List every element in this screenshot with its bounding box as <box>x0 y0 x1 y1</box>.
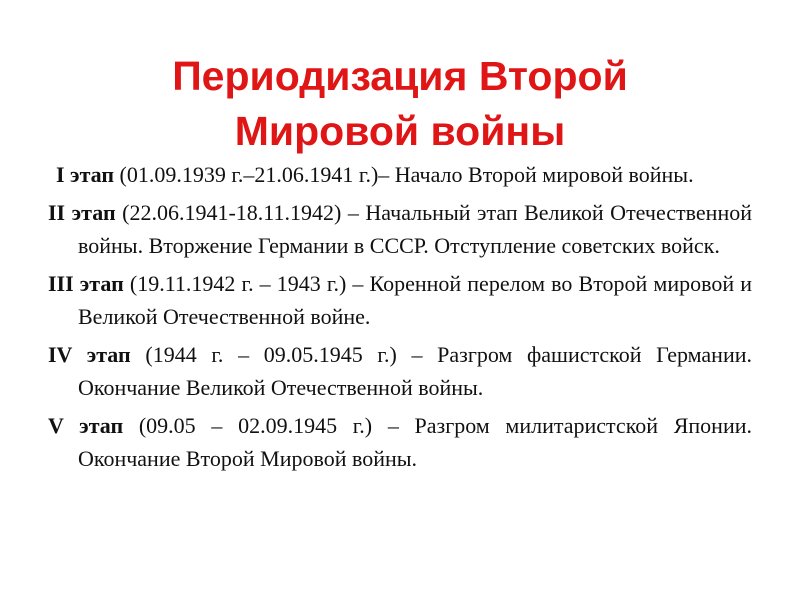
stage-item-3 <box>48 267 752 333</box>
stage-label: II этап <box>48 200 116 225</box>
slide-title <box>40 49 760 159</box>
stage-label: III этап <box>48 271 124 296</box>
stage-item-4 <box>48 338 752 404</box>
stage-label: V этап <box>48 413 124 438</box>
stage-text: (01.09.1939 г.–21.06.1941 г.)– Начало Второй мировой войны. <box>119 162 694 187</box>
stages-list <box>48 158 752 480</box>
stage-item-2 <box>48 196 752 262</box>
stage-text: (1944 г. – 09.05.1945 г.) – Разгром фашистской Германии. Окончание Великой Отечественной войны. <box>78 342 752 400</box>
slide-title-line-2: Мировой войны <box>234 108 566 155</box>
stage-text: (19.11.1942 г. – 1943 г.) – Коренной перелом во Второй мировой и Великой Отечественной войне. <box>78 271 753 329</box>
slide-title-line-1: Периодизация Второй <box>172 53 628 100</box>
stage-label: IV этап <box>48 342 131 367</box>
stage-text: (22.06.1941-18.11.1942) – Начальный этап Великой Отечественной войны. Вторжение Германии в СССР. Отступление советских войск. <box>78 200 753 258</box>
stage-label: I этап <box>56 162 115 187</box>
stage-item-1 <box>48 158 752 191</box>
stage-text: (09.05 – 02.09.1945 г.) – Разгром милитаристской Японии. Окончание Второй Мировой войны. <box>78 413 752 471</box>
stage-item-5 <box>48 409 752 475</box>
